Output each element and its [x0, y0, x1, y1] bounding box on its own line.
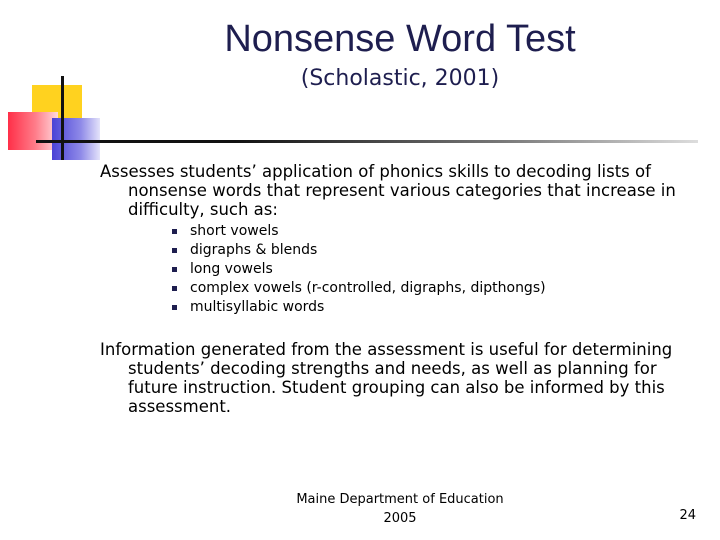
bullet-item	[172, 241, 546, 260]
slide-title: Nonsense Word Test	[224, 18, 576, 60]
slide-subtitle: (Scholastic, 2001)	[300, 66, 500, 91]
bullet-item	[172, 279, 546, 298]
footer-organization: Maine Department of Education	[296, 492, 504, 507]
title-divider-line	[36, 140, 698, 143]
bullet-text: digraphs & blends	[190, 242, 318, 258]
decor-red-square	[8, 112, 58, 150]
bullet-text: short vowels	[190, 223, 279, 239]
square-bullet-icon	[172, 286, 177, 291]
bullet-text: multisyllabic words	[190, 299, 325, 315]
information-paragraph: Information generated from the assessment is useful for determining students’ decoding strengths and needs, as well as planning for future instruction. Student grouping can also be informed by this assessment.	[100, 340, 673, 416]
page-number: 24	[679, 508, 696, 523]
decor-vertical-line	[61, 76, 64, 160]
description-paragraph: Assesses students’ application of phonics skills to decoding lists of nonsense words that represent various categories that increase in difficulty, such as:	[100, 162, 676, 219]
bullet-item	[172, 222, 546, 241]
bullet-item	[172, 260, 546, 279]
decor-blue-square	[52, 118, 100, 160]
square-bullet-icon	[172, 305, 177, 310]
footer	[280, 490, 520, 528]
square-bullet-icon	[172, 229, 177, 234]
square-bullet-icon	[172, 267, 177, 272]
bullet-item	[172, 298, 546, 317]
footer-year: 2005	[383, 511, 417, 526]
category-bullet-list	[172, 222, 546, 317]
bullet-text: long vowels	[190, 261, 273, 277]
square-bullet-icon	[172, 248, 177, 253]
bullet-text: complex vowels (r-controlled, digraphs, dipthongs)	[190, 280, 546, 296]
